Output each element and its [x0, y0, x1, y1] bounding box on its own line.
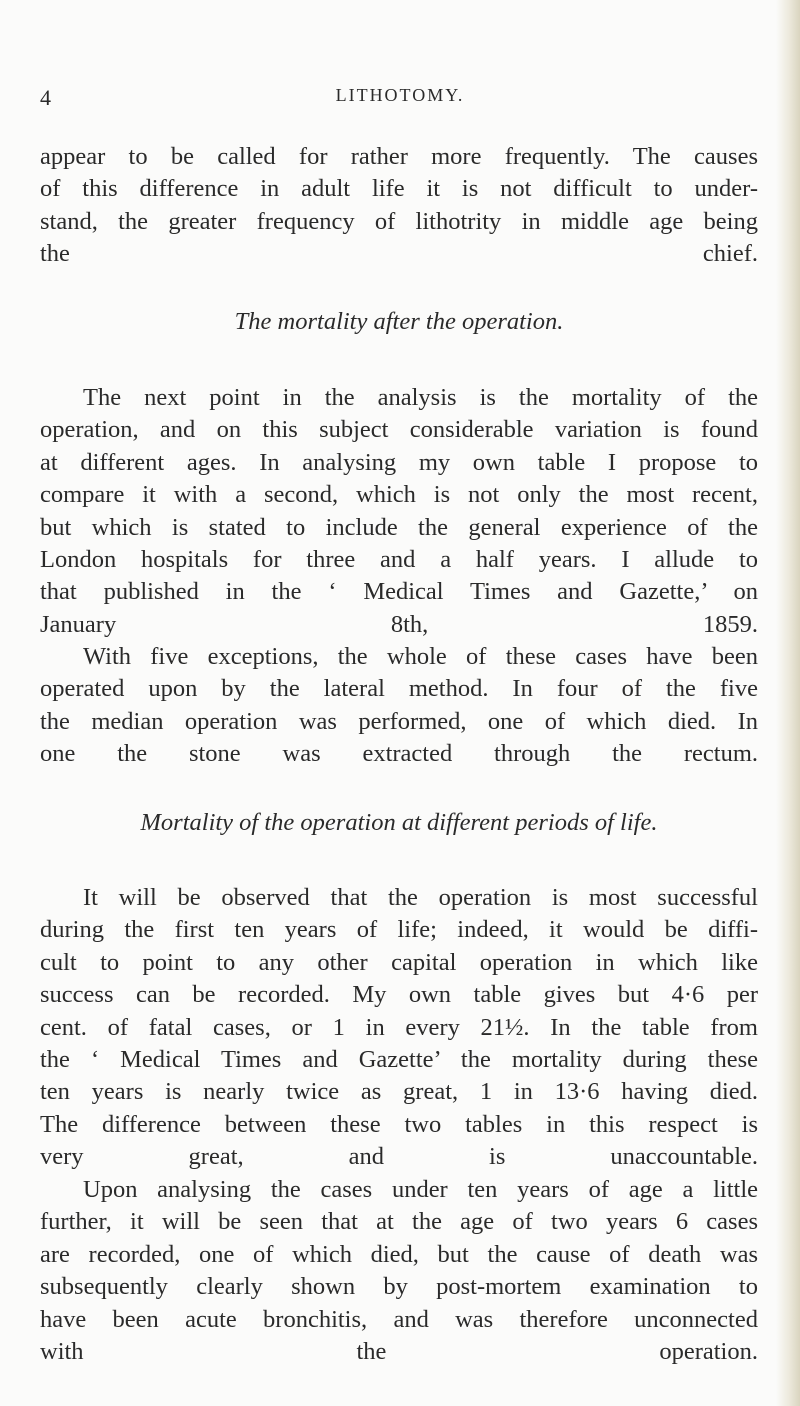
text-line: one the stone was extracted through the rectum.: [40, 740, 758, 768]
paragraph-3: [40, 641, 758, 771]
text-line: at different ages. In analysing my own table I propose to: [40, 448, 758, 476]
text-line: operation, and on this subject considerable variation is found: [40, 416, 758, 444]
text-line: Upon analysing the cases under ten years of age a little: [83, 1176, 758, 1203]
text-line: the chief.: [40, 240, 758, 268]
text-line: success can be recorded. My own table gives but 4·6 per: [40, 981, 758, 1009]
text-line: of this difference in adult life it is not difficult to under-: [40, 175, 758, 203]
text-line: that published in the ‘ Medical Times and Gazette,’ on: [40, 578, 758, 606]
paragraph-4: [40, 882, 758, 1174]
page-edge-shading: [776, 0, 800, 1406]
paragraph-5: [40, 1174, 758, 1368]
text-line: operated upon by the lateral method. In four of the five: [40, 675, 758, 703]
text-line: the median operation was performed, one of which died. In: [40, 707, 758, 735]
text-line: with the operation.: [40, 1338, 758, 1366]
text-line: cult to point to any other capital operation in which like: [40, 948, 758, 976]
paragraph-2: [40, 382, 758, 641]
text-line: during the first ten years of life; indeed, it would be diffi-: [40, 916, 758, 944]
text-line: the ‘ Medical Times and Gazette’ the mortality during these: [40, 1046, 758, 1074]
text-line: January 8th, 1859.: [40, 610, 758, 638]
page-header: [40, 85, 760, 115]
text-line: further, it will be seen that at the age of two years 6 cases: [40, 1208, 758, 1236]
text-line: have been acute bronchitis, and was therefore unconnected: [40, 1305, 758, 1333]
text-line: cent. of fatal cases, or 1 in every 21½. In the table from: [40, 1013, 758, 1041]
text-line: The next point in the analysis is the mortality of the: [83, 384, 758, 411]
text-line: The difference between these two tables in this respect is: [40, 1110, 758, 1138]
text-line: London hospitals for three and a half years. I allude to: [40, 546, 758, 574]
section-heading-mortality-at-different-periods: Mortality of the operation at different periods of life.: [140, 809, 658, 836]
text-line: subsequently clearly shown by post-mortem examination to: [40, 1273, 758, 1301]
running-title: LITHOTOMY.: [335, 85, 465, 105]
text-line: With five exceptions, the whole of these cases have been: [83, 643, 758, 670]
text-line: appear to be called for rather more frequently. The causes: [40, 143, 758, 170]
text-line: very great, and is unaccountable.: [40, 1143, 758, 1171]
page-number: 4: [40, 85, 51, 110]
section-heading-mortality-after-operation: The mortality after the operation.: [234, 308, 564, 335]
text-line: are recorded, one of which died, but the cause of death was: [40, 1240, 758, 1268]
paragraph-1: [40, 141, 758, 271]
text-line: It will be observed that the operation is most successful: [83, 884, 758, 911]
text-line: ten years is nearly twice as great, 1 in 13·6 having died.: [40, 1078, 758, 1106]
text-line: compare it with a second, which is not only the most recent,: [40, 481, 758, 509]
text-line: but which is stated to include the general experience of the: [40, 513, 758, 541]
text-line: stand, the greater frequency of lithotrity in middle age being: [40, 207, 758, 235]
